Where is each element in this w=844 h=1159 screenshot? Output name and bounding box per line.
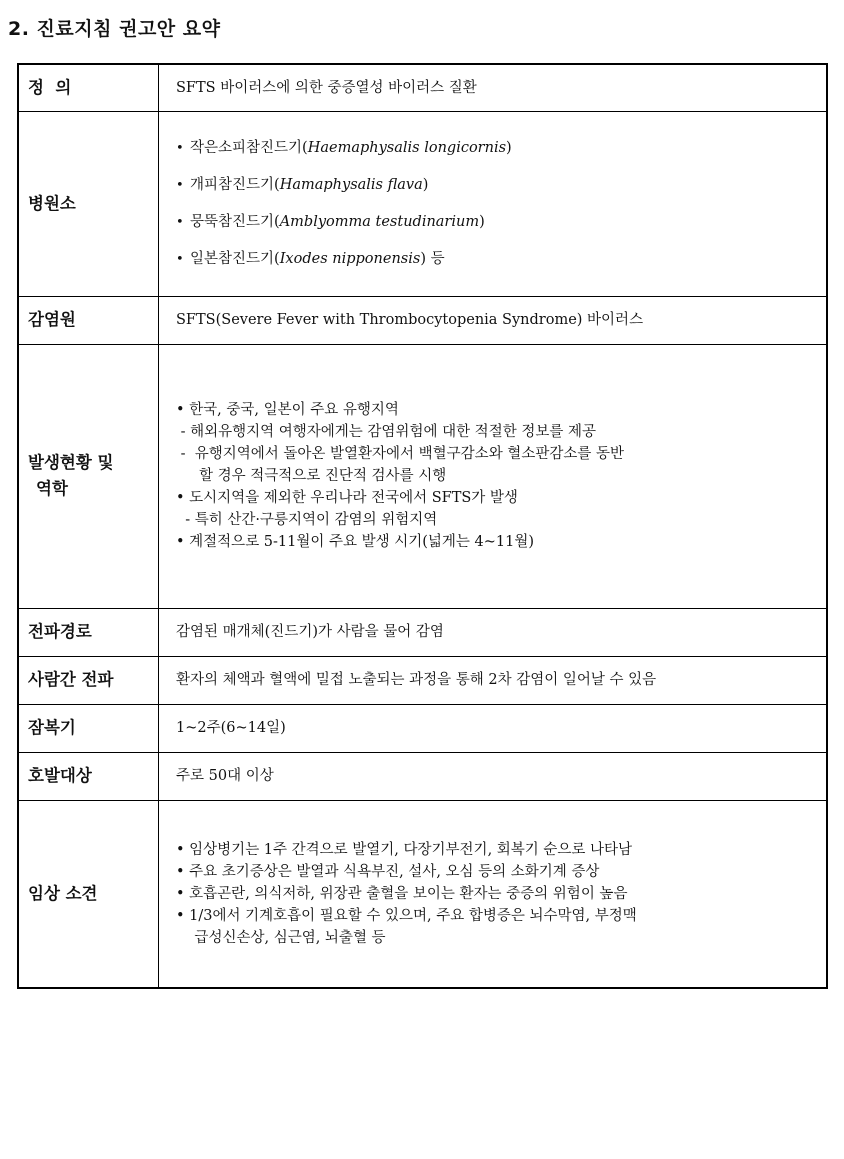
table-row bbox=[18, 704, 827, 752]
list-item bbox=[176, 130, 826, 167]
list-item bbox=[176, 204, 826, 241]
table-row bbox=[18, 656, 827, 704]
pathogen-name: 뭉뚝참진드기( bbox=[190, 213, 280, 230]
species-name: Amblyomma testudinarium bbox=[279, 213, 480, 230]
table-row bbox=[18, 752, 827, 800]
table-row bbox=[18, 344, 827, 608]
row-label-human-transmission: 사람간 전파 bbox=[18, 656, 159, 704]
table-row bbox=[18, 608, 827, 656]
bullet-icon: • bbox=[176, 140, 184, 156]
table-row bbox=[18, 296, 827, 344]
pathogen-list bbox=[159, 111, 828, 296]
row-label-definition: 정 의 bbox=[18, 64, 159, 111]
row-label-transmission: 전파경로 bbox=[18, 608, 159, 656]
pathogen-name: 일본참진드기( bbox=[190, 250, 280, 267]
transmission-text: 감염된 매개체(진드기)가 사람을 물어 감염 bbox=[159, 608, 828, 656]
epidemiology-label-line1: 발생현황 및 bbox=[28, 453, 114, 472]
content-line: • 계절적으로 5-11월이 주요 발생 시기(넓게는 4~11월) bbox=[176, 534, 535, 550]
row-label-epidemiology bbox=[18, 344, 159, 608]
list-item bbox=[176, 241, 826, 278]
table-row bbox=[18, 64, 827, 111]
row-label-pathogen: 병원소 bbox=[18, 111, 159, 296]
pathogen-suffix: ) bbox=[506, 139, 512, 156]
bullet-icon: • bbox=[176, 214, 184, 230]
content-line: • 호흡곤란, 의식저하, 위장관 출혈을 보이는 환자는 중증의 위험이 높음 bbox=[176, 885, 628, 902]
incubation-text: 1~2주(6~14일) bbox=[159, 704, 828, 752]
content-line: • 도시지역을 제외한 우리나라 전국에서 SFTS가 발생 bbox=[176, 490, 518, 506]
pathogen-name: 개피참진드기( bbox=[190, 176, 280, 193]
pathogen-suffix: ) bbox=[479, 213, 485, 230]
clinical-content bbox=[159, 800, 828, 988]
content-line: 할 경우 적극적으로 진단적 검사를 시행 bbox=[176, 468, 447, 484]
pathogen-suffix: ) 등 bbox=[420, 250, 445, 267]
content-line: • 임상병기는 1주 간격으로 발열기, 다장기부전기, 회복기 순으로 나타남 bbox=[176, 841, 633, 858]
content-line: • 한국, 중국, 일본이 주요 유행지역 bbox=[176, 402, 399, 418]
row-label-source: 감염원 bbox=[18, 296, 159, 344]
bullet-icon: • bbox=[176, 177, 184, 193]
bullet-icon: • bbox=[176, 251, 184, 267]
row-label-target: 호발대상 bbox=[18, 752, 159, 800]
content-line: • 1/3에서 기계호흡이 필요할 수 있으며, 주요 합병증은 뇌수막염, 부정맥 bbox=[176, 907, 637, 924]
definition-text: SFTS 바이러스에 의한 중증열성 바이러스 질환 bbox=[159, 64, 828, 111]
human-transmission-text: 환자의 체액과 혈액에 밀접 노출되는 과정을 통해 2차 감염이 일어날 수 있음 bbox=[159, 656, 828, 704]
table-row bbox=[18, 800, 827, 988]
species-name: Hamaphysalis flava bbox=[279, 176, 423, 193]
epidemiology-label-line2: 역학 bbox=[36, 479, 68, 498]
row-label-incubation: 잠복기 bbox=[18, 704, 159, 752]
content-line: • 주요 초기증상은 발열과 식욕부진, 설사, 오심 등의 소화기계 증상 bbox=[176, 863, 600, 880]
page-title: 2. 진료지침 권고안 요약 bbox=[8, 18, 221, 40]
list-item bbox=[176, 167, 826, 204]
target-text: 주로 50대 이상 bbox=[159, 752, 828, 800]
row-label-clinical: 임상 소견 bbox=[18, 800, 159, 988]
species-name: Ixodes nipponensis bbox=[279, 250, 421, 267]
source-text: SFTS(Severe Fever with Thrombocytopenia Syndrome) 바이러스 bbox=[159, 296, 828, 344]
content-line: - 해외유행지역 여행자에게는 감염위험에 대한 적절한 정보를 제공 bbox=[176, 424, 596, 440]
content-line: 급성신손상, 심근염, 뇌출혈 등 bbox=[176, 929, 386, 946]
pathogen-name: 작은소피참진드기( bbox=[190, 139, 308, 156]
species-name: Haemaphysalis longicornis bbox=[307, 139, 507, 156]
guideline-summary-table bbox=[17, 63, 828, 989]
content-line: - 특히 산간·구릉지역이 감염의 위험지역 bbox=[176, 512, 438, 528]
pathogen-suffix: ) bbox=[422, 176, 429, 193]
epidemiology-content bbox=[159, 344, 828, 608]
table-row bbox=[18, 111, 827, 296]
content-line: - 유행지역에서 돌아온 발열환자에서 백혈구감소와 혈소판감소를 동반 bbox=[176, 446, 624, 462]
